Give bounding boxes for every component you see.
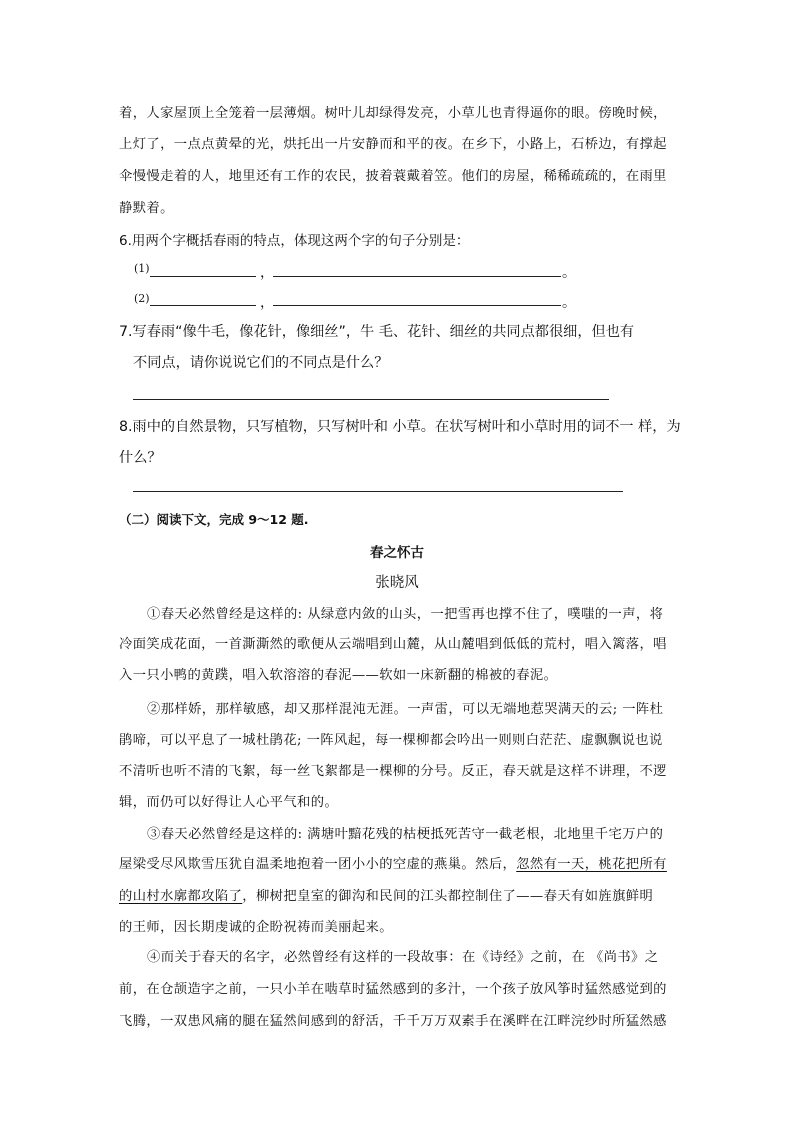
- answer-6-2-comma: ，: [260, 295, 274, 311]
- article-author: 张晓风: [375, 575, 419, 591]
- intro-line-1: 着，人家屋顶上全笼着一层薄烟。树叶儿却绿得发亮，小草儿也青得逼你的眼。傍晚时候，: [119, 106, 667, 121]
- intro-line-4: 静默着。: [119, 201, 174, 216]
- p3-line-1: ③春天必然曾经是这样的: 满塘叶黯花残的枯梗抵死苦守一截老根，北地里千宅万户的: [147, 827, 664, 842]
- answer-6-1-label: (1): [134, 262, 150, 275]
- p4-line-2: 前，在仓颉造字之前，一只小羊在啮草时猛然感到的多汁，一个孩子放风筝时猛然感觉到的: [119, 982, 667, 997]
- answer-6-1-blank-b[interactable]: [273, 276, 561, 277]
- answer-8-blank[interactable]: [133, 491, 623, 492]
- p2-line-4: 辑，而仍可以好得让人心平气和的。: [119, 795, 339, 810]
- answer-6-1-period: 。: [562, 265, 576, 281]
- section-2-heading: （二）阅读下文，完成 9～12 题.: [119, 512, 309, 527]
- p2-line-3: 不清听也听不清的飞絮，每一丝飞絮都是一棵柳的分号。反正，春天就是这样不讲理，不逻: [119, 764, 667, 779]
- p1-line-3: 入一只小鸭的黄蹼，唱入软溶溶的春泥——软如一床新翻的棉被的春泥。: [119, 668, 558, 683]
- answer-6-2-blank-a[interactable]: [150, 305, 256, 306]
- intro-line-3: 伞慢慢走着的人，地里还有工作的农民，披着蓑戴着笠。他们的房屋，稀稀疏疏的，在雨里: [119, 169, 667, 184]
- p3-line-3: [119, 885, 679, 904]
- p2-line-2: 鹃啼，可以平息了一城杜鹃花; 一阵风起，每一棵柳都会吟出一则则白茫茫、虚飘飘说也说: [119, 733, 663, 748]
- question-7-line-1: 7.写春雨“像牛毛，像花针，像细丝”，牛 毛、花针、细丝的共同点都很细，但也有: [119, 324, 635, 340]
- question-6: 6.用两个字概括春雨的特点，体现这两个字的句子分别是：: [119, 233, 470, 249]
- p3-line-2-text: 屋梁受尽风欺雪压犹自温柔地抱着一团小小的空虚的燕巢。然后，: [119, 857, 517, 872]
- question-7-line-2: 不同点，请你说说它们的不同点是什么？: [133, 355, 389, 371]
- p1-line-1: ①春天必然曾经是这样的: 从绿意内敛的山头，一把雪再也撑不住了，噗嗤的一声，将: [147, 607, 664, 622]
- answer-6-2-blank-b[interactable]: [273, 305, 561, 306]
- answer-7-blank[interactable]: [133, 399, 609, 400]
- p3-line-3-text: ，柳树把皇室的御沟和民间的江头都控制住了——春天有如旌旗鲜明: [242, 889, 654, 904]
- p3-line-4: 的王师，因长期虔诚的企盼祝祷而美丽起来。: [119, 920, 393, 935]
- answer-6-1-blank-a[interactable]: [150, 276, 256, 277]
- question-8-line-2: 什么？: [119, 450, 162, 466]
- p4-line-3: 飞腾，一双患风痛的腿在猛然间感到的舒活，千千万万双素手在溪畔在江畔浣纱时所猛然感: [119, 1014, 667, 1029]
- p4-line-1: ④而关于春天的名字，必然曾经有这样的一段故事：在《诗经》之前，在 《尚书》之: [147, 950, 659, 965]
- question-8-line-1: 8.雨中的自然景物，只写植物，只写树叶和 小草。在状写树叶和小草时用的词不一 样，为: [119, 419, 681, 435]
- article-title: 春之怀古: [370, 545, 424, 561]
- answer-6-2-label: (2): [134, 292, 150, 305]
- answer-6-1-comma: ，: [260, 265, 274, 281]
- p2-line-1: ②那样娇，那样敏感，却又那样混沌无涯。一声雷，可以无端地惹哭满天的云; 一阵杜: [147, 702, 664, 717]
- intro-line-2: 上灯了，一点点黄晕的光，烘托出一片安静而和平的夜。在乡下，小路上，石桥边，有撑起: [119, 137, 667, 152]
- p3-underlined-phrase-1: 忽然有一天，桃花把所有: [516, 857, 667, 872]
- p1-line-2: 冷面笑成花面，一首澌澌然的歌便从云端唱到山麓，从山麓唱到低低的荒村，唱入篱落，唱: [119, 637, 667, 652]
- p3-line-2: [119, 853, 679, 872]
- answer-6-2-period: 。: [562, 295, 576, 311]
- p3-underlined-phrase-2: 的山村水廓都攻陷了: [119, 889, 243, 904]
